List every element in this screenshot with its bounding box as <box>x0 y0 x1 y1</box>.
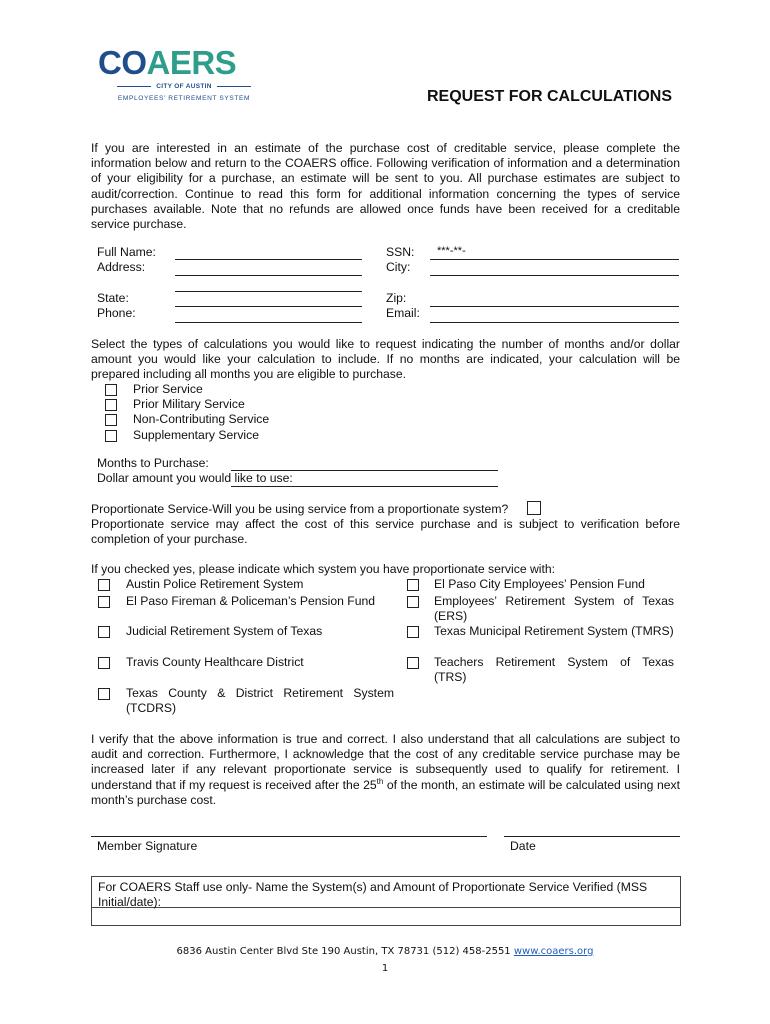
phone-label: Phone: <box>97 306 136 320</box>
staff-use-box <box>91 876 681 926</box>
dollar-field[interactable] <box>231 486 498 487</box>
system-checkbox[interactable] <box>407 626 419 638</box>
phone-field[interactable] <box>175 322 362 323</box>
system-checkbox[interactable] <box>407 579 419 591</box>
checkbox[interactable] <box>105 384 117 396</box>
state-label: State: <box>97 291 129 305</box>
system-judicial: Judicial Retirement System of Texas <box>126 624 323 638</box>
address-field[interactable] <box>175 275 362 276</box>
checkbox[interactable] <box>105 430 117 442</box>
checkbox[interactable] <box>105 414 117 426</box>
system-checkbox[interactable] <box>98 579 110 591</box>
system-ers: Employees’ Retirement System of Texas (ERS) <box>434 594 674 624</box>
website-link[interactable]: www.coaers.org <box>513 946 594 957</box>
signature-line[interactable] <box>91 836 487 837</box>
logo-wordmark: COAERS <box>98 44 237 81</box>
intro-paragraph: If you are interested in an estimate of the purchase cost of creditable service, please complete the information below and return to the COAERS office. Following verification of information and a determination of your eligibility for a purchase, an estimate will be sent to you. All purchase estimates are subject to audit/correction. Continue to read this form for additional information concerning the types of service purchases available. Note that no refunds are allowed once funds have been received for a creditable service purchase. <box>91 141 680 232</box>
footer-address: 6836 Austin Center Blvd Ste 190 Austin, TX 78731 (512) 458-2551 <box>176 946 514 957</box>
zip-label: Zip: <box>386 291 407 305</box>
address-label: Address: <box>97 260 146 274</box>
city-label: City: <box>386 260 411 274</box>
system-checkbox[interactable] <box>407 596 419 608</box>
system-austin-police: Austin Police Retirement System <box>126 577 304 591</box>
system-tmrs: Texas Municipal Retirement System (TMRS) <box>434 624 674 638</box>
page-title: REQUEST FOR CALCULATIONS <box>426 88 672 105</box>
address-field-line-2[interactable] <box>175 291 362 292</box>
dollar-label: Dollar amount you would like to use: <box>97 471 293 485</box>
verification-paragraph: I verify that the above information is true and correct. I also understand that all calculations are subject to audit and correction. Furthermore, I acknowledge that the cost of any creditable service purchase may be increased later if any relevant proportionate service is subsequently used to qualify for retirement. I understand that if my request is received after the 25th of the month, an estimate will be calculated using next month’s purchase cost. <box>91 732 680 807</box>
signature-label: Member Signature <box>97 839 198 853</box>
page-number: 1 <box>381 963 389 974</box>
full-name-label: Full Name: <box>97 245 156 259</box>
system-travis-county: Travis County Healthcare District <box>126 655 304 669</box>
system-checkbox[interactable] <box>98 657 110 669</box>
logo-city: CITY OF AUSTIN <box>98 83 270 90</box>
months-label: Months to Purchase: <box>97 456 209 470</box>
system-el-paso-city: El Paso City Employees’ Pension Fund <box>434 577 645 591</box>
system-checkbox[interactable] <box>98 626 110 638</box>
state-field[interactable] <box>175 306 362 307</box>
full-name-field[interactable] <box>175 259 362 260</box>
systems-intro: If you checked yes, please indicate which system you have proportionate service with: <box>91 562 556 576</box>
select-types-paragraph: Select the types of calculations you would like to request indicating the number of months and/or dollar amount you would like your calculation to include. If no months are indicated, your calculation will be prepared including all months you are eligible to purchase. <box>91 337 680 382</box>
logo-system: EMPLOYEES' RETIREMENT SYSTEM <box>117 95 251 102</box>
ssn-field[interactable] <box>430 259 679 260</box>
system-checkbox[interactable] <box>407 657 419 669</box>
ssn-value: ***-**- <box>437 245 466 257</box>
date-label: Date <box>510 839 536 853</box>
ssn-label: SSN: <box>386 245 415 259</box>
system-el-paso-fireman: El Paso Fireman & Policeman’s Pension Fund <box>126 594 376 608</box>
proportionate-note: Proportionate service may affect the cost of this service purchase and is subject to verification before completion of your purchase. <box>91 517 680 547</box>
city-field[interactable] <box>430 275 679 276</box>
zip-field[interactable] <box>430 306 679 307</box>
proportionate-question: Proportionate Service-Will you be using service from a proportionate system? <box>91 502 509 516</box>
email-field[interactable] <box>430 322 679 323</box>
staff-use-text: For COAERS Staff use only- Name the System(s) and Amount of Proportionate Service Verified (MSS Initial/date): <box>98 880 648 910</box>
system-tcdrs: Texas County & District Retirement System (TCDRS) <box>126 686 394 716</box>
date-line[interactable] <box>504 836 680 837</box>
footer <box>0 946 770 957</box>
system-checkbox[interactable] <box>98 688 110 700</box>
email-label: Email: <box>386 306 420 320</box>
checkbox[interactable] <box>105 399 117 411</box>
coaers-logo <box>98 44 270 107</box>
proportionate-checkbox[interactable] <box>527 501 541 515</box>
system-checkbox[interactable] <box>98 596 110 608</box>
system-trs: Teachers Retirement System of Texas (TRS) <box>434 655 674 685</box>
